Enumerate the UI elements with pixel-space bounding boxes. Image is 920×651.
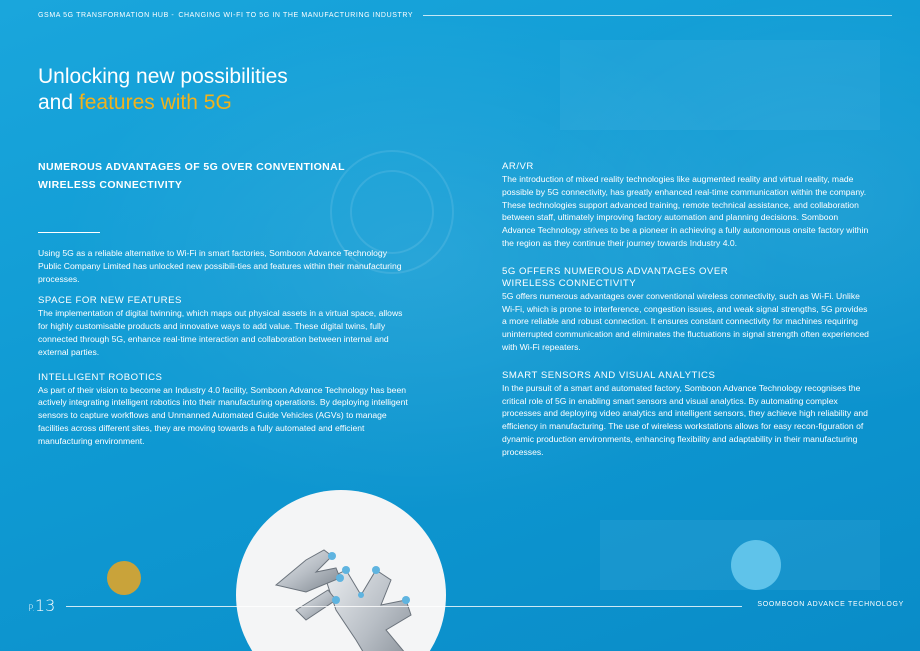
- background-building-shape: [560, 40, 880, 130]
- page-number-prefix: P.: [28, 604, 35, 614]
- page-number-value: 13: [34, 596, 56, 615]
- lead-heading: [38, 158, 408, 194]
- section-heading-smart-sensors: SMART SENSORS AND VISUAL ANALYTICS: [502, 369, 716, 381]
- title-line-2-accent: features with 5G: [78, 91, 232, 114]
- page-title: [38, 64, 288, 116]
- section-body-5g-advantages: 5G offers numerous advantages over conventional wireless connectivity, such as Wi-Fi. Unlike Wi-Fi, which is prone to interference, congestion issues, and weak signal strengths, 5G provides a more reliable and robust connection. It ensures constant connectivity for machines requiring uninterrupted communication and eliminates the fluctuations in signal strength often experienced with Wi-Fi repeaters.: [502, 290, 869, 352]
- footer-brand: SOOMBOON ADVANCE TECHNOLOGY: [757, 601, 904, 608]
- section-heading-5g-advantages-line-2: WIRELESS CONNECTIVITY: [502, 277, 637, 289]
- robotic-hand-image: [236, 490, 446, 651]
- section-heading-intelligent-robotics: INTELLIGENT ROBOTICS: [38, 371, 163, 383]
- light-blue-circle-decoration: [731, 540, 781, 590]
- section-body-ar-vr: The introduction of mixed reality technologies like augmented reality and virtual reality, made possible by 5G connectivity, has greatly enhanced real-time communication within the company. These technologies support advanced training, remote technical assistance, and collaboration between staff, ultimately improving factory automation and planning decisions. Somboon Advance Technology strives to be a pioneer in achieving a fully autonomous onsite factory within the region as they continue their journey towards Industry 4.0.: [502, 174, 869, 248]
- gold-circle-decoration: [107, 561, 141, 595]
- page-number: [28, 596, 55, 615]
- header-rule: [423, 15, 892, 16]
- right-column: [502, 161, 872, 459]
- lead-divider: [38, 232, 100, 233]
- section-heading-space-for-new-features: SPACE FOR NEW FEATURES: [38, 295, 182, 307]
- section-heading-ar-vr: AR/VR: [502, 161, 534, 172]
- running-header: [38, 12, 892, 19]
- header-subtitle: CHANGING WI-FI TO 5G IN THE MANUFACTURING INDUSTRY: [178, 12, 414, 19]
- left-column: [38, 158, 408, 448]
- header-hub: GSMA 5G TRANSFORMATION HUB -: [38, 12, 175, 19]
- footer-rule: [66, 606, 742, 607]
- section-body-intelligent-robotics: As part of their vision to become an Industry 4.0 facility, Somboon Advance Technology has been actively integrating intelligent robotics into their manufacturing operations. By deploying intelligent sensors to capture workflows and Unmanned Automated Guide Vehicles (AGVs) to manage facilities across different sites, they are moving towards a fully automated and efficient manufacturing environment.: [38, 384, 408, 446]
- lead-heading-line-2: WIRELESS CONNECTIVITY: [38, 179, 183, 191]
- section-body-space-for-new-features: The implementation of digital twinning, which maps out physical assets in a virtual space, allows for highly customisable products and innovative ways to add value. These digital twins, fully connected through 5G, enhance real-time interaction and collaboration between internal and external parties.: [38, 308, 403, 357]
- lead-heading-line-1: NUMEROUS ADVANTAGES OF 5G OVER CONVENTIONAL: [38, 161, 345, 173]
- section-body-smart-sensors: In the pursuit of a smart and automated factory, Somboon Advance Technology recognises the critical role of 5G in enabling smart sensors and visual analytics. By automating complex processes and deploying video analytics and intelligent sensors, they achieve high reliability and efficiency in manufacturing. The use of wireless workstations allows for easy recon-figuration of dynamic production environments, enhancing flexibility and adaptability in their manufacturing processes.: [502, 382, 868, 457]
- title-line-1: Unlocking new possibilities: [38, 65, 288, 88]
- robotic-hand-illustration-icon: [236, 490, 446, 651]
- intro-paragraph: Using 5G as a reliable alternative to Wi-Fi in smart factories, Somboon Advance Technology Public Company Limited has unlocked new possibili-ties and features within their manufacturing processes.: [38, 248, 402, 284]
- title-line-2: [38, 90, 288, 116]
- title-line-2-plain: and: [38, 91, 79, 114]
- section-heading-5g-advantages: [502, 266, 872, 290]
- section-heading-5g-advantages-line-1: 5G OFFERS NUMEROUS ADVANTAGES OVER: [502, 265, 729, 277]
